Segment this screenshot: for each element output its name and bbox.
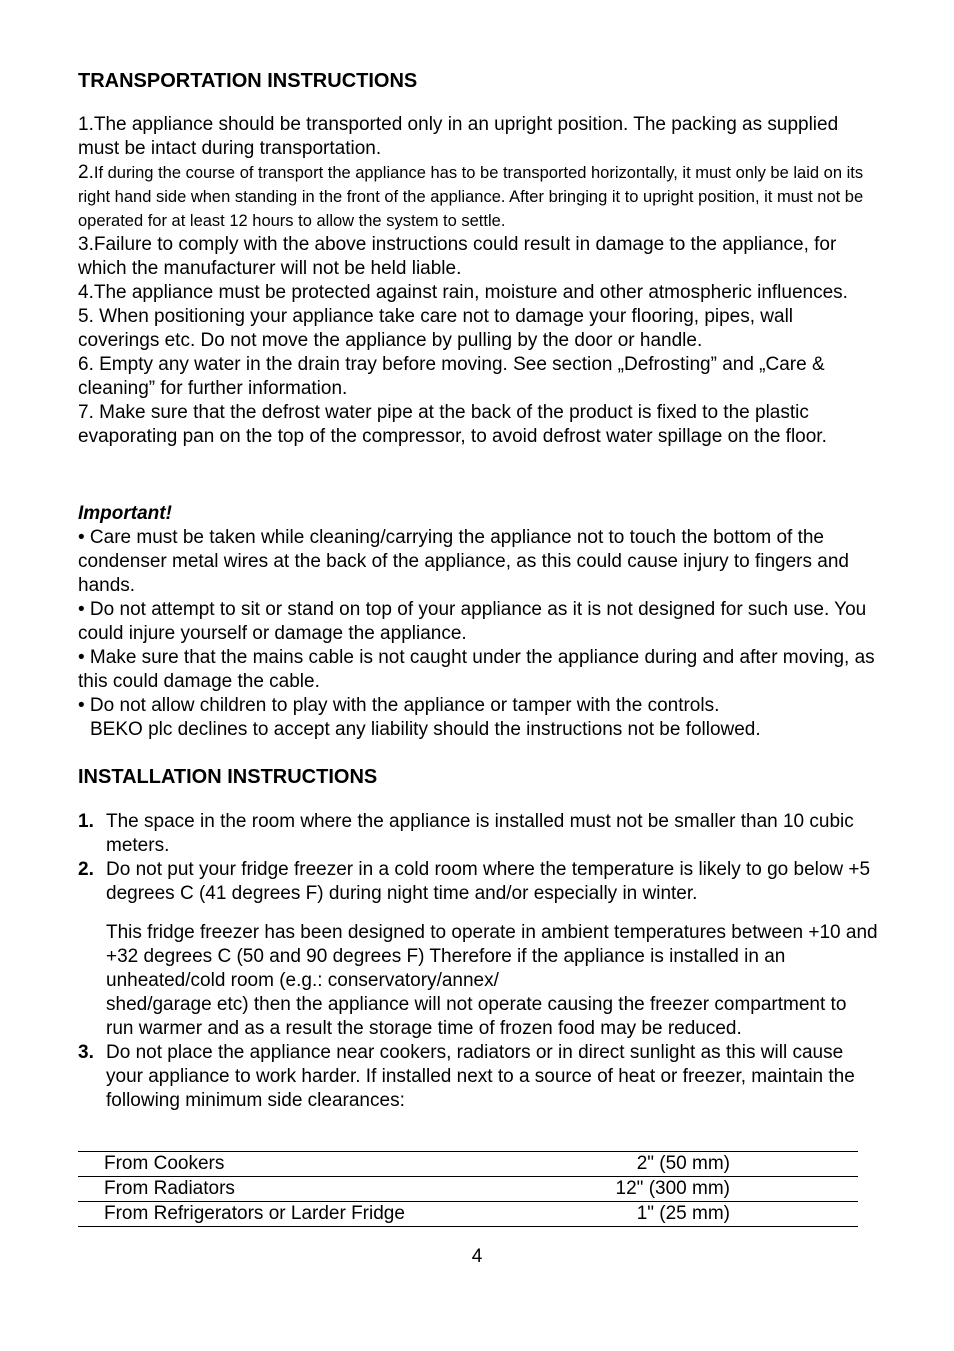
- transport-item-3: 3.Failure to comply with the above instructions could result in damage to the appliance, for which the manufacturer will not be held liable.: [78, 234, 837, 279]
- transport-item-2-text: If during the course of transport the appliance has to be transported horizontally, it must only be laid on its right hand side when standing in the front of the appliance. After bringing it to upright position, it must not be operated for at least 12 hours to allow the system to settle.: [78, 164, 864, 230]
- installation-item-1: [78, 810, 878, 858]
- installation-heading: INSTALLATION INSTRUCTIONS: [78, 766, 378, 788]
- clearance-value: 1" (25 mm): [526, 1202, 858, 1227]
- table-row: [78, 1202, 858, 1227]
- installation-list: [78, 810, 878, 1113]
- installation-item-2-text: Do not put your fridge freezer in a cold room where the temperature is likely to go below +5 degrees C (41 degrees F) during night time and/or especially in winter.: [106, 859, 871, 904]
- installation-item-1-number: 1.: [78, 811, 94, 832]
- clearance-label: From Cookers: [78, 1152, 526, 1177]
- transport-heading: TRANSPORTATION INSTRUCTIONS: [78, 70, 418, 92]
- installation-note-part-2: shed/garage etc) then the appliance will not operate causing the freezer compartment to run warmer and as a result the storage time of frozen food may be reduced.: [106, 994, 847, 1039]
- important-bullet-2: • Do not attempt to sit or stand on top of your appliance as it is not designed for such use. You could injure yourself or damage the appliance.: [78, 599, 867, 644]
- clearance-value: 12" (300 mm): [526, 1177, 858, 1202]
- important-bullet-1: • Care must be taken while cleaning/carrying the appliance not to touch the bottom of the condenser metal wires at the back of the appliance, as this could cause injury to fingers and hands.: [78, 527, 849, 596]
- disclaimer: BEKO plc declines to accept any liability should the instructions not be followed.: [90, 719, 761, 740]
- transport-item-4: 4.The appliance must be protected against rain, moisture and other atmospheric influences.: [78, 282, 848, 303]
- installation-item-2: [78, 858, 878, 906]
- transport-item-6: 6. Empty any water in the drain tray before moving. See section „Defrosting” and „Care & cleaning” for further information.: [78, 354, 825, 399]
- transport-item-2: [78, 161, 878, 233]
- important-heading: Important!: [78, 503, 172, 524]
- important-bullet-4: • Do not allow children to play with the appliance or tamper with the controls.: [78, 695, 720, 716]
- transport-item-5: 5. When positioning your appliance take care not to damage your flooring, pipes, wall coverings etc. Do not move the appliance by pulling by the door or handle.: [78, 306, 794, 351]
- clearance-label: From Radiators: [78, 1177, 526, 1202]
- clearance-label: From Refrigerators or Larder Fridge: [78, 1202, 526, 1227]
- clearances-table: [78, 1151, 858, 1227]
- important-bullet-3: • Make sure that the mains cable is not caught under the appliance during and after moving, as this could damage the cable.: [78, 647, 875, 692]
- transport-item-7: 7. Make sure that the defrost water pipe at the back of the product is fixed to the plastic evaporating pan on the top of the compressor, to avoid defrost water spillage on the floor.: [78, 402, 827, 447]
- installation-item-3-text: Do not place the appliance near cookers, radiators or in direct sunlight as this will cause your appliance to work harder. If installed next to a source of heat or freezer, maintain the following minimum side clearances:: [106, 1042, 855, 1111]
- transport-list: [78, 113, 878, 449]
- table-row: [78, 1152, 858, 1177]
- installation-item-1-text: The space in the room where the appliance is installed must not be smaller than 10 cubic meters.: [106, 811, 854, 856]
- transport-item-2-number: 2.: [78, 162, 94, 183]
- page-number: 4: [471, 1246, 483, 1267]
- clearance-value: 2" (50 mm): [526, 1152, 858, 1177]
- installation-item-3-number: 3.: [78, 1042, 94, 1063]
- table-row: [78, 1177, 858, 1202]
- installation-item-3: [78, 1041, 878, 1113]
- installation-note-part-1: This fridge freezer has been designed to operate in ambient temperatures between +10 and +32 degrees C (50 and 90 degrees F) Therefore if the appliance is installed in an unheated/cold room (e.g.: conservatory/annex/: [106, 922, 878, 991]
- installation-note: [78, 921, 878, 1041]
- installation-item-2-number: 2.: [78, 859, 94, 880]
- transport-item-1: 1.The appliance should be transported only in an upright position. The packing as supplied must be intact during transportation.: [78, 114, 839, 159]
- important-section: [78, 502, 878, 742]
